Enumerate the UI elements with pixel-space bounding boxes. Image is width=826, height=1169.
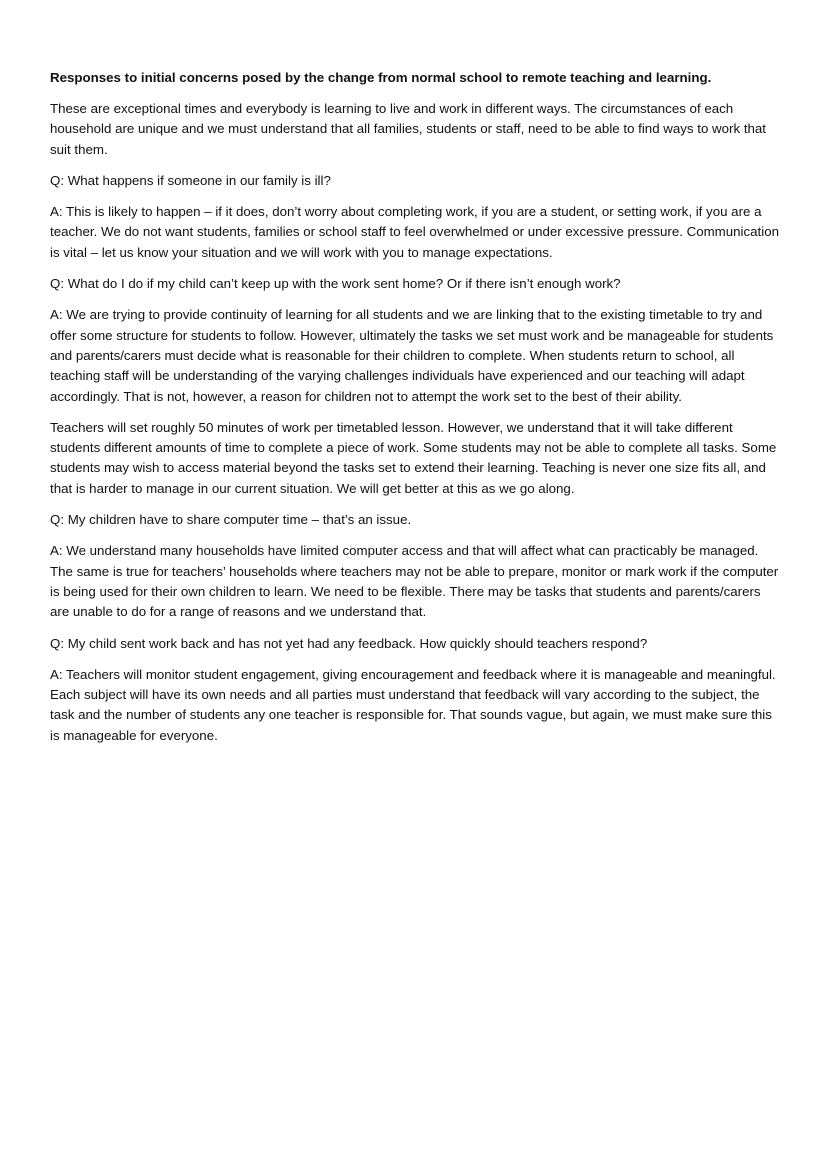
answer-computer-time: A: We understand many households have limited computer access and that will affect what can practicably be managed. The same is true for teachers’ households where teachers may not be able to prepare, monitor or mark work if the computer is being used for their own children to learn. We need to be flexible. There may be tasks that students and parents/carers are unable to do for a range of reasons and we understand that. [50,543,779,620]
question-computer-time: Q: My children have to share computer time – that’s an issue. [50,512,412,528]
document-heading: Responses to initial concerns posed by the change from normal school to remote teaching and learning. [50,70,712,85]
question-feedback: Q: My child sent work back and has not yet had any feedback. How quickly should teachers respond? [50,635,648,651]
answer-feedback: A: Teachers will monitor student engagement, giving encouragement and feedback where it is manageable and meaningful. Each subject will have its own needs and all parties must understand that feedback will vary according to the subject, the task and the number of students any one teacher is responsible for. That sounds vague, but again, we must make sure this is manageable for everyone. [50,666,776,743]
answer-keep-up: A: We are trying to provide continuity of learning for all students and we are linking that to the existing timetable to try and offer some structure for students to follow. However, ultimately the tasks we set must work and be manageable for students and parents/carers must decide what is reasonable for their children to complete. When students return to school, all teaching staff will be understanding of the varying challenges individuals have experienced and our teaching will adapt accordingly. That is not, however, a reason for children not to attempt the work set to the best of their ability. [50,307,774,404]
document-page [50,68,780,757]
intro-paragraph: These are exceptional times and everybody is learning to live and work in different ways. The circumstances of each household are unique and we must understand that all families, students or staff, need to be able to find ways to work that suit them. [50,101,767,157]
question-keep-up: Q: What do I do if my child can’t keep up with the work sent home? Or if there isn’t enough work? [50,276,621,292]
question-family-ill: Q: What happens if someone in our family is ill? [50,172,331,188]
paragraph-lesson-time: Teachers will set roughly 50 minutes of work per timetabled lesson. However, we understand that it will take different students different amounts of time to complete a piece of work. Some students may not be able to complete all tasks. Some students may wish to access material beyond the tasks set to extend their learning. Teaching is never one size fits all, and that is harder to manage in our current situation. We will get better at this as we go along. [50,419,777,496]
answer-family-ill: A: This is likely to happen – if it does, don’t worry about completing work, if you are a student, or setting work, if you are a teacher. We do not want students, families or school staff to feel overwhelmed or under excessive pressure. Communication is vital – let us know your situation and we will work with you to manage expectations. [50,204,779,260]
